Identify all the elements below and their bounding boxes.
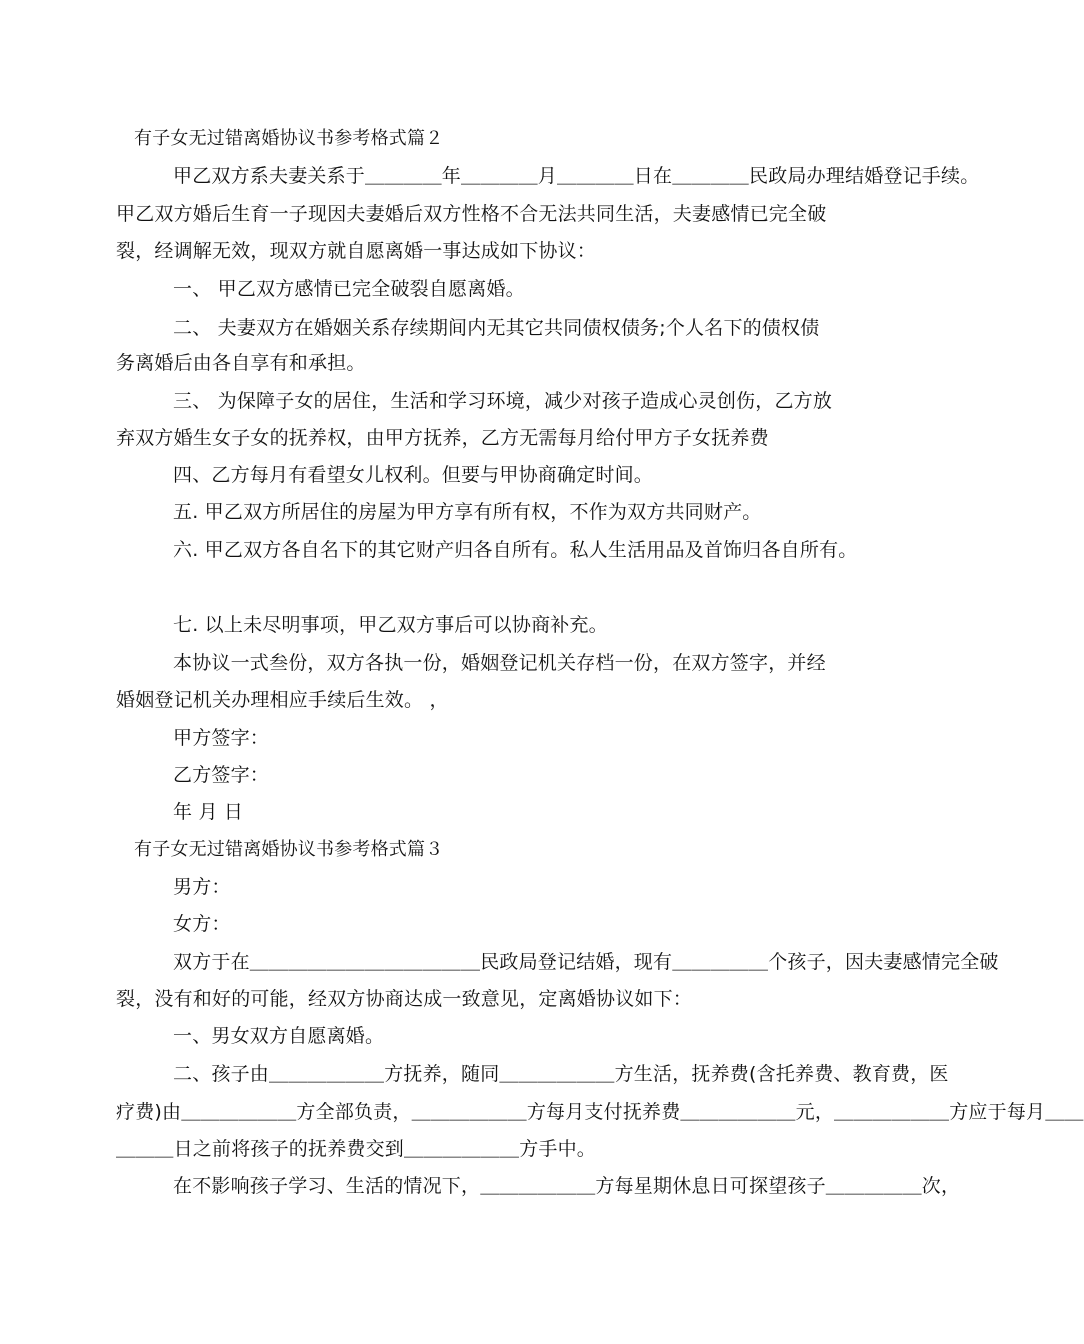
- field-line-female: 女方：: [173, 913, 231, 935]
- paragraph-line: 婚姻登记机关办理相应手续后生效。 ，: [116, 689, 449, 711]
- clause-line: 五. 甲乙双方所居住的房屋为甲方享有所有权，不作为双方共同财产。: [173, 501, 762, 523]
- field-line-male: 男方：: [173, 876, 231, 898]
- clause-line: 七. 以上未尽明事项，甲乙双方事后可以协商补充。: [173, 614, 608, 636]
- paragraph-line: 本协议一式叁份，双方各执一份，婚姻登记机关存档一份，在双方签字，并经: [173, 652, 826, 674]
- clause-line: 四、乙方每月有看望女儿权利。但要与甲协商确定时间。: [173, 464, 654, 486]
- paragraph-line: 甲乙双方婚后生育一子现因夫妻婚后双方性格不合无法共同生活，夫妻感情已完全破: [116, 203, 827, 225]
- paragraph-line: 弃双方婚生女子女的抚养权，由甲方抚养，乙方无需每月给付甲方子女抚养费: [116, 427, 769, 449]
- paragraph-line: 裂，没有和好的可能，经双方协商达成一致意见，定离婚协议如下：: [116, 988, 693, 1010]
- clause-line: 六. 甲乙双方各自名下的其它财产归各自所有。私人生活用品及首饰归各自所有。: [173, 539, 858, 561]
- paragraph-line: 务离婚后由各自享有和承担。: [116, 352, 366, 374]
- paragraph-line: 双方于在＿＿＿＿＿＿＿＿＿＿＿＿民政局登记结婚，现有＿＿＿＿＿个孩子，因夫妻感情完全破: [173, 951, 999, 973]
- section-heading: 有子女无过错离婚协议书参考格式篇２: [134, 128, 444, 149]
- clause-line: 一、 甲乙双方感情已完全破裂自愿离婚。: [173, 278, 525, 300]
- date-line: 年 月 日: [173, 801, 244, 823]
- section-heading: 有子女无过错离婚协议书参考格式篇３: [134, 839, 444, 860]
- clause-line: 二、 夫妻双方在婚姻关系存续期间内无其它共同债权债务;个人名下的债权债: [173, 317, 820, 339]
- clause-line: 三、 为保障子女的居住，生活和学习环境，减少对孩子造成心灵创伤，乙方放: [173, 390, 833, 412]
- signature-line-party-b: 乙方签字：: [173, 764, 270, 786]
- clause-line: 一、男女双方自愿离婚。: [173, 1025, 385, 1047]
- paragraph-line: 裂，经调解无效，现双方就自愿离婚一事达成如下协议：: [116, 240, 597, 262]
- paragraph-line: 甲乙双方系夫妻关系于＿＿＿＿年＿＿＿＿月＿＿＿＿日在＿＿＿＿民政局办理结婚登记手续。: [173, 165, 980, 187]
- clause-line: 二、孩子由＿＿＿＿＿＿方抚养，随同＿＿＿＿＿＿方生活，抚养费(含托养费、教育费，医: [173, 1063, 949, 1085]
- paragraph-line: ＿＿＿日之前将孩子的抚养费交到＿＿＿＿＿＿方手中。: [116, 1138, 597, 1160]
- signature-line-party-a: 甲方签字：: [173, 727, 270, 749]
- paragraph-line: 疗费)由＿＿＿＿＿＿方全部负责，＿＿＿＿＿＿方每月支付抚养费＿＿＿＿＿＿元，＿＿＿＿＿＿方应于每月＿＿: [116, 1101, 1084, 1123]
- paragraph-line: 在不影响孩子学习、生活的情况下，＿＿＿＿＿＿方每星期休息日可探望孩子＿＿＿＿＿次，: [173, 1175, 961, 1197]
